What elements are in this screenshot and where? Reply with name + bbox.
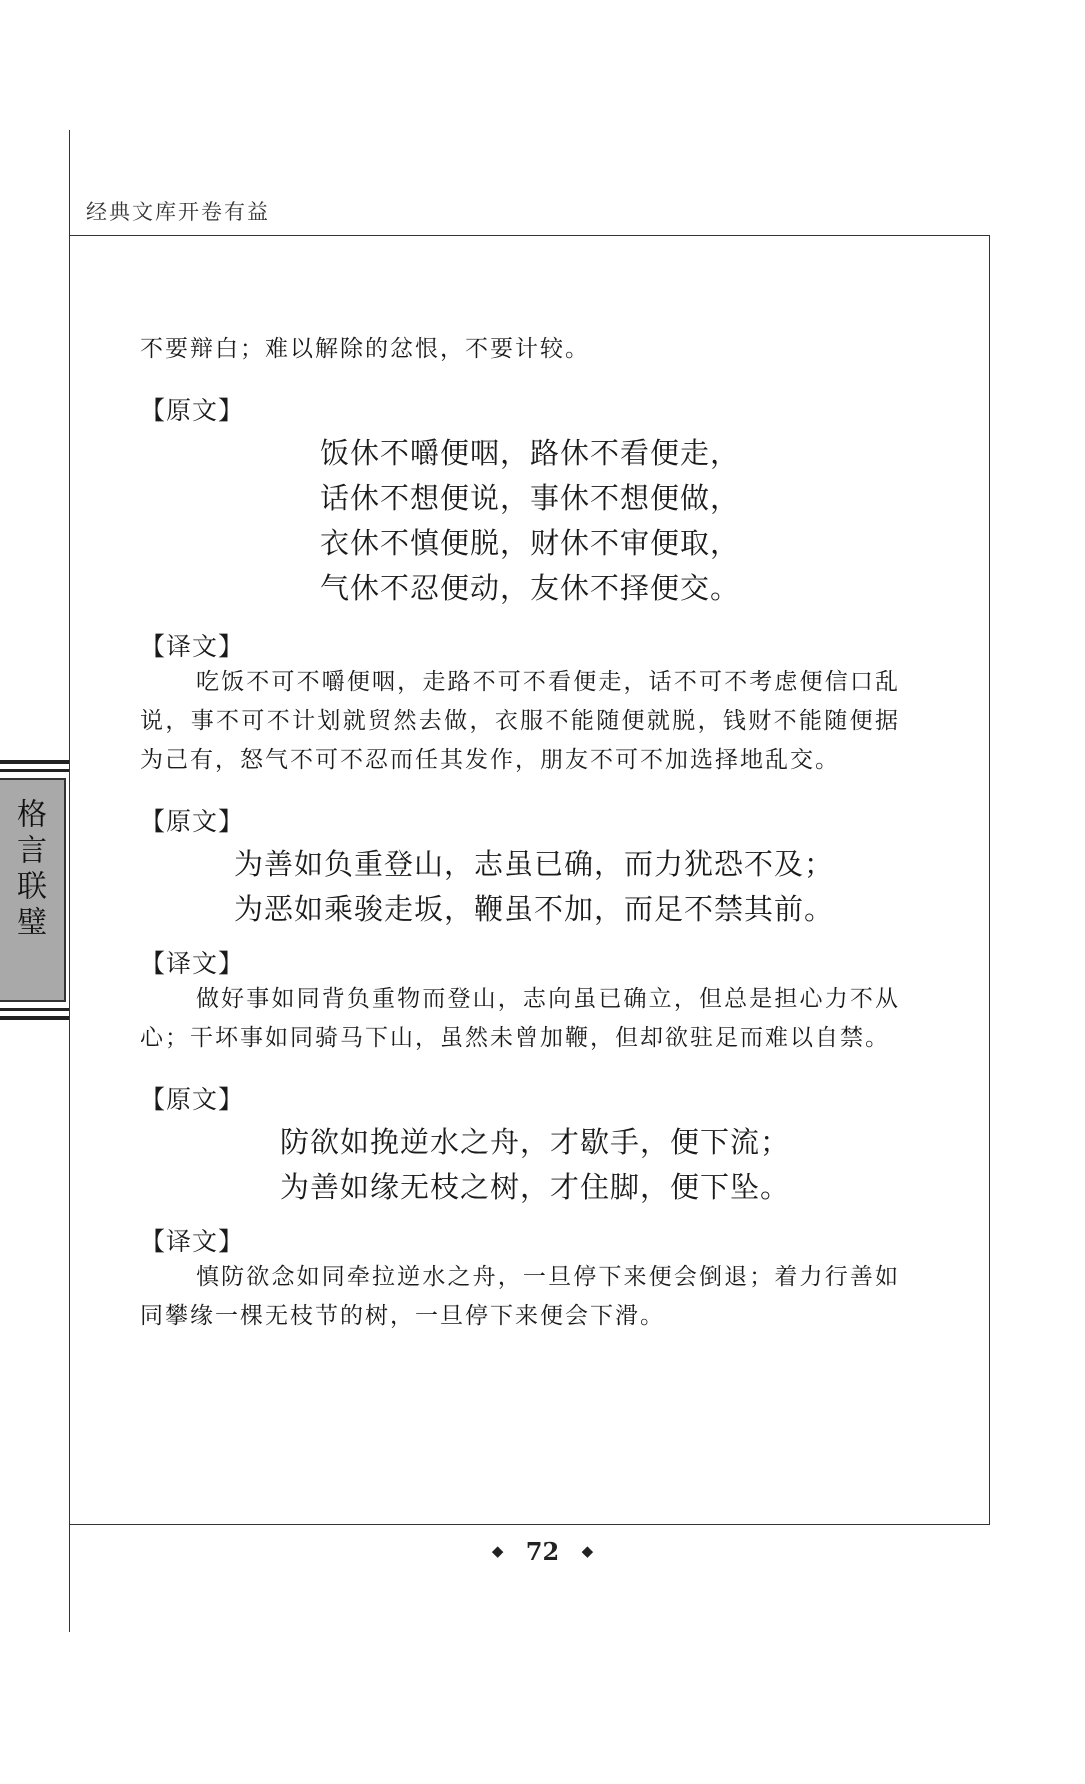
verse-line: 防欲如挽逆水之舟，才歇手，便下流； [280,1125,791,1159]
diamond-ornament-icon: ◆ [581,1542,594,1560]
translation-paragraph: 吃饭不可不嚼便咽，走路不可不看便走，话不可不考虑便信口乱说，事不可不计划就贸然去做，衣服不能随便就脱，钱财不能随便据为己有，怒气不可不忍而任其发作，朋友不可不加选择地乱交。 [140,669,900,773]
verse-line: 衣休不慎便脱，财休不审便取， [320,526,741,560]
running-header: 经典文库开卷有益 [86,200,270,224]
page-footer [0,1537,1085,1566]
verse-line: 为善如缘无枝之树，才住脚，便下坠。 [280,1170,791,1204]
verse-line: 为善如负重登山，志虽已确，而力犹恐不及； [234,847,835,881]
original-verse [140,1120,900,1210]
translation-tag: 【译文】 [140,1227,245,1256]
verse-line: 气休不忍便动，友休不择便交。 [320,571,741,605]
original-tag: 【原文】 [140,807,245,836]
page-number: 72 [525,1537,560,1566]
verse-line: 饭休不嚼便咽，路休不看便走， [320,436,741,470]
original-tag: 【原文】 [140,396,245,425]
page-content [140,330,900,1336]
intro-tail-paragraph: 不要辩白；难以解除的忿恨，不要计较。 [140,336,590,362]
translation-tag: 【译文】 [140,949,245,978]
translation-tag: 【译文】 [140,632,245,661]
verse-line: 话休不想便说，事休不想便做， [320,481,741,515]
side-tab [0,760,69,1020]
translation-paragraph: 慎防欲念如同牵拉逆水之舟，一旦停下来便会倒退；着力行善如同攀缘一棵无枝节的树，一旦停下来便会下滑。 [140,1264,900,1329]
side-tab-top-bars [0,760,69,772]
verse-line: 为恶如乘骏走坂，鞭虽不加，而足不禁其前。 [234,892,835,926]
original-verse [140,431,900,611]
side-tab-label: 格言联璧 [11,798,46,942]
side-tab-bottom-bars [0,1008,69,1020]
original-verse [140,842,900,932]
original-tag: 【原文】 [140,1085,245,1114]
diamond-ornament-icon: ◆ [491,1542,504,1560]
translation-paragraph: 做好事如同背负重物而登山，志向虽已确立，但总是担心力不从心；干坏事如同骑马下山，虽然未曾加鞭，但却欲驻足而难以自禁。 [140,986,900,1051]
